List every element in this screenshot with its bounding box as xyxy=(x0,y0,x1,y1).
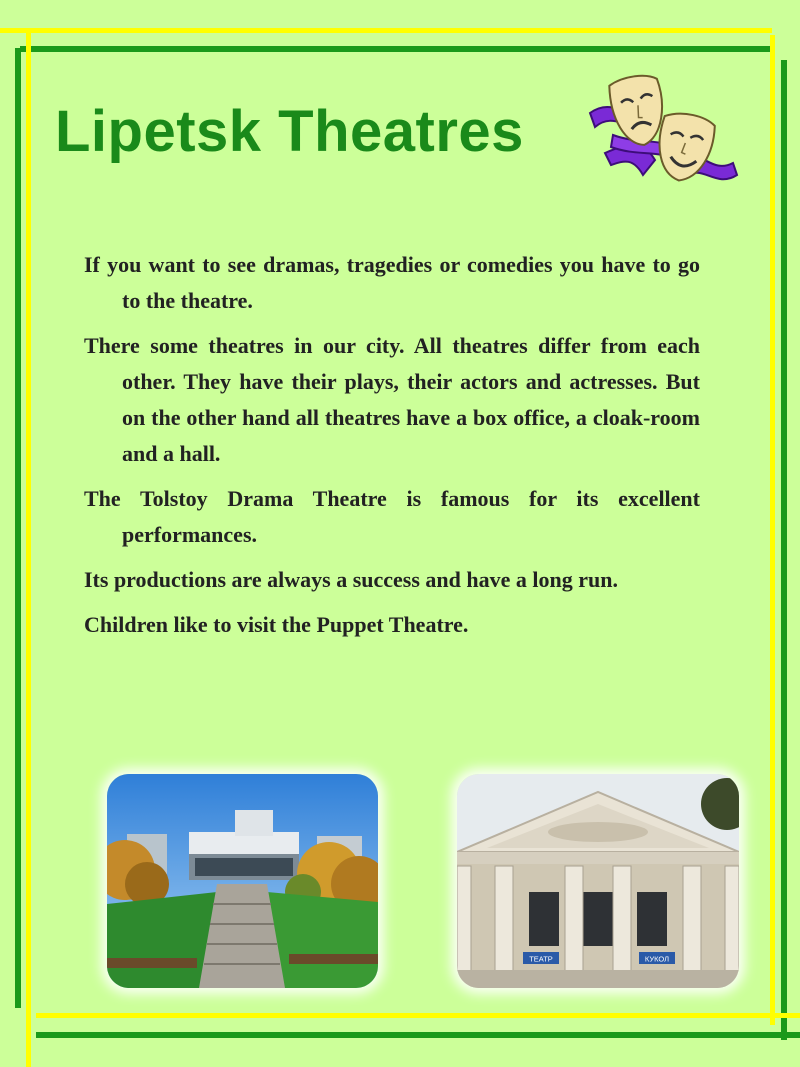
paragraph: There some theatres in our city. All theatres differ from each other. They have their plays, their actors and actresses. But on the other hand all theatres have a box office, a cloak-room and a hall. xyxy=(84,333,700,466)
sign-left: ТЕАТР xyxy=(529,954,553,964)
puppet-theatre-photo xyxy=(457,774,739,988)
paragraph: The Tolstoy Drama Theatre is famous for its excellent performances. xyxy=(84,486,700,547)
frame-top-yellow xyxy=(0,28,772,33)
paragraph: If you want to see dramas, tragedies or comedies you have to go to the theatre. xyxy=(84,252,700,313)
frame-left-green xyxy=(15,48,21,1008)
frame-top-green xyxy=(20,46,772,52)
frame-bottom-green xyxy=(36,1032,800,1038)
sign-right: КУКОЛ xyxy=(644,954,670,964)
paragraph: Its productions are always a success and have a long run. xyxy=(84,567,618,592)
frame-left-yellow xyxy=(26,33,31,1067)
frame-bottom-yellow xyxy=(36,1013,800,1018)
frame-right-yellow xyxy=(770,35,775,1025)
slide-title: Lipetsk Theatres xyxy=(55,99,524,164)
body-text xyxy=(84,247,700,652)
frame-right-green xyxy=(781,60,787,1040)
drama-theatre-photo xyxy=(107,774,378,988)
theatre-masks-icon xyxy=(585,65,745,195)
paragraph: Children like to visit the Puppet Theatre. xyxy=(84,612,469,637)
